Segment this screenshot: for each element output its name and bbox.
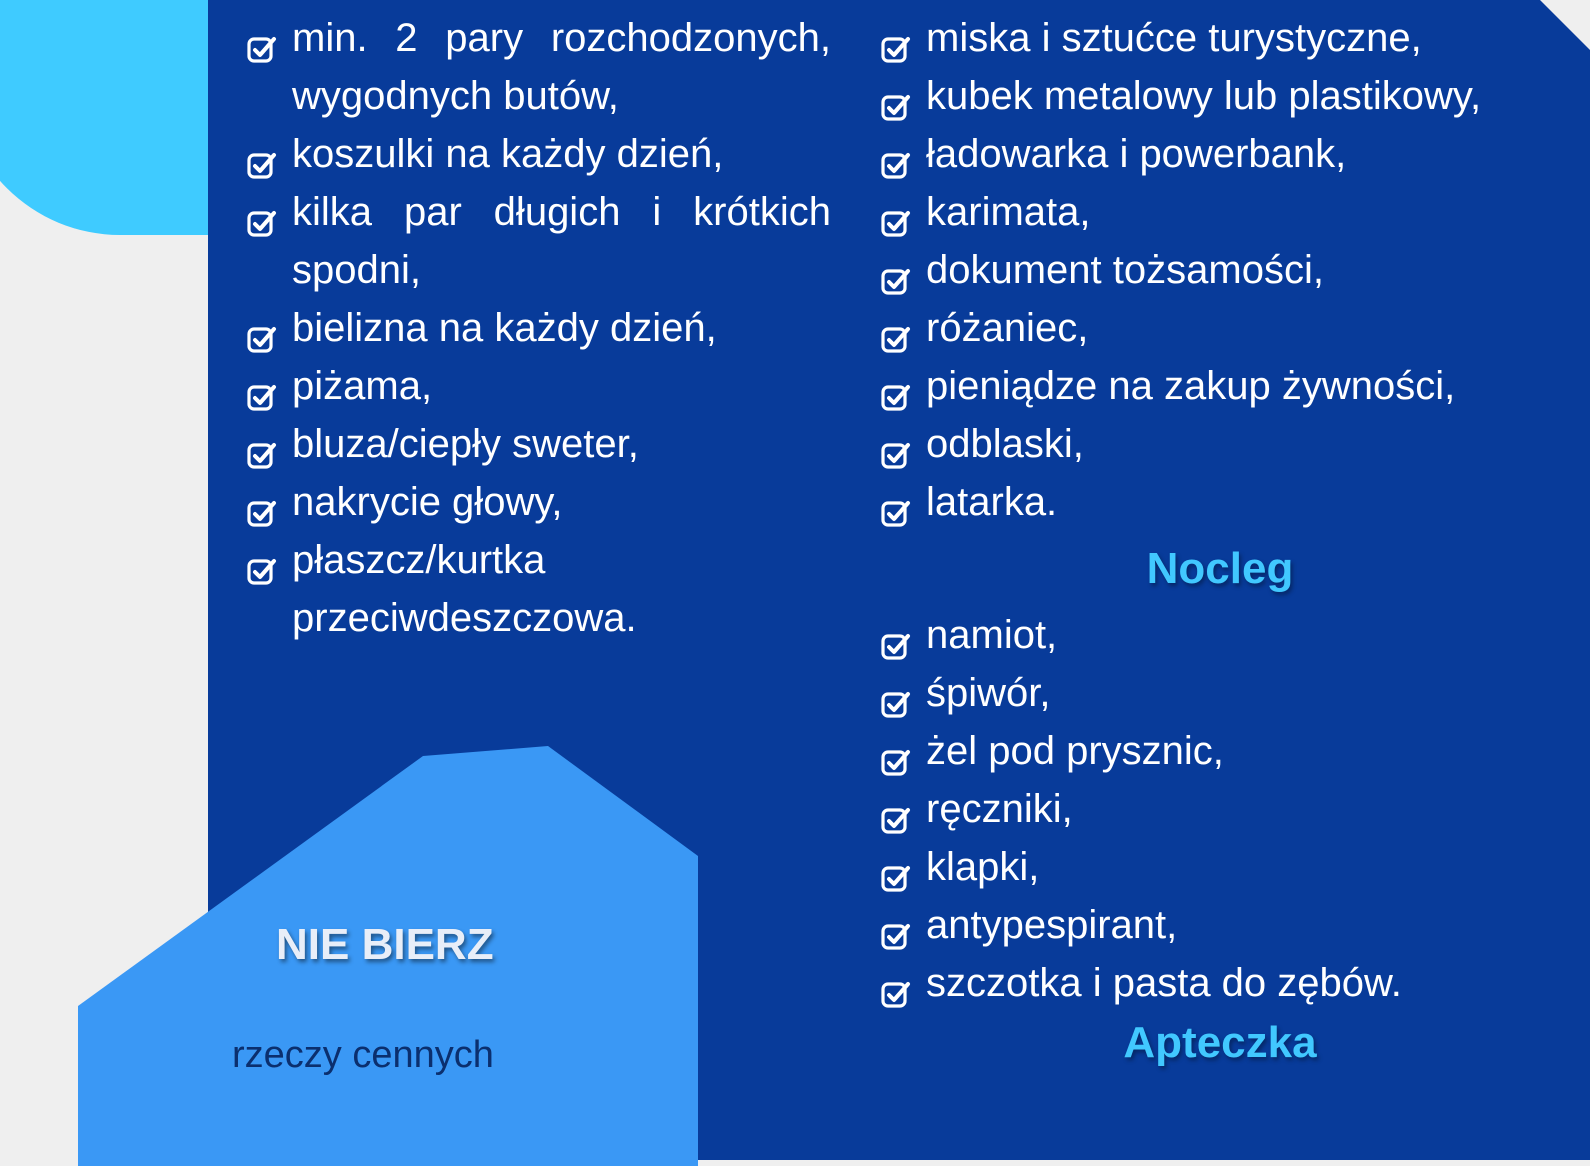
checklist-item-label: ręczniki, [926, 787, 1073, 831]
checklist-item-label: bluza/ciepły sweter, [292, 422, 639, 466]
checkbox-checked-icon [880, 256, 912, 288]
checklist-item [880, 299, 1560, 357]
checklist-item-label: pieniądze na zakup żywności, [926, 364, 1456, 408]
checklist-item-label: dokument tożsamości, [926, 248, 1324, 292]
checkbox-checked-icon [246, 314, 278, 346]
checklist-item-label: klapki, [926, 845, 1040, 889]
checkbox-checked-icon [246, 24, 278, 56]
checklist-item-label: kubek metalowy lub plastikowy, [926, 74, 1482, 118]
checklist-item-label: miska i sztućce turystyczne, [926, 16, 1422, 60]
checklist-item [880, 722, 1560, 780]
checklist-item-label: odblaski, [926, 422, 1084, 466]
checklist-item [880, 664, 1560, 722]
checklist-item-label: ładowarka i powerbank, [926, 132, 1347, 176]
checklist-item [880, 415, 1560, 473]
checklist-item-label: piżama, [292, 364, 433, 408]
nocleg-heading: Nocleg [1146, 544, 1294, 593]
checklist-item [246, 531, 831, 647]
checklist-item [246, 183, 831, 299]
checkbox-checked-icon [246, 546, 278, 578]
checklist-item [880, 183, 1560, 241]
checkbox-checked-icon [880, 140, 912, 172]
checklist-item-label: min. 2 pary rozchodzonych, wygodnych butów, [292, 16, 831, 118]
checkbox-checked-icon [880, 198, 912, 230]
checkbox-checked-icon [880, 621, 912, 653]
checklist-item-label: bielizna na każdy dzień, [292, 306, 717, 350]
checklist-item [880, 838, 1560, 896]
checklist-item-label: karimata, [926, 190, 1091, 234]
checklist-item-label: kilka par długich i krótkich spodni, [292, 190, 831, 292]
checkbox-checked-icon [246, 140, 278, 172]
checklist-item-label: nakrycie głowy, [292, 480, 563, 524]
checklist-item [880, 241, 1560, 299]
checkbox-checked-icon [880, 795, 912, 827]
checklist-item-label: płaszcz/kurtka przeciwdeszczowa. [292, 538, 637, 640]
checklist-item [246, 9, 831, 125]
checkbox-checked-icon [880, 488, 912, 520]
checklist-item [880, 357, 1560, 415]
checkbox-checked-icon [880, 430, 912, 462]
checklist-item [246, 415, 831, 473]
checklist-item [880, 9, 1560, 67]
checkbox-checked-icon [246, 430, 278, 462]
checkbox-checked-icon [246, 488, 278, 520]
checklist-item-label: latarka. [926, 480, 1058, 524]
checklist-item [880, 896, 1560, 954]
nocleg-checklist [880, 606, 1560, 1012]
checklist-item [880, 954, 1560, 1012]
checkbox-checked-icon [880, 853, 912, 885]
checklist-item [880, 67, 1560, 125]
checklist-item-label: namiot, [926, 613, 1058, 657]
checklist-item [880, 606, 1560, 664]
checklist-item [880, 125, 1560, 183]
checklist-item [880, 473, 1560, 531]
checkbox-checked-icon [880, 679, 912, 711]
checkbox-checked-icon [880, 969, 912, 1001]
checkbox-checked-icon [246, 198, 278, 230]
clothing-checklist [246, 9, 831, 647]
checklist-item-label: różaniec, [926, 306, 1089, 350]
checkbox-checked-icon [880, 911, 912, 943]
checkbox-checked-icon [880, 314, 912, 346]
checklist-item-label: antypespirant, [926, 903, 1178, 947]
equipment-checklist [880, 9, 1560, 531]
checklist-item [246, 299, 831, 357]
checkbox-checked-icon [880, 737, 912, 769]
checkbox-checked-icon [880, 372, 912, 404]
nie-bierz-text: rzeczy cennych [232, 1034, 494, 1076]
checklist-item [246, 125, 831, 183]
checkbox-checked-icon [880, 24, 912, 56]
checklist-item [246, 357, 831, 415]
checkbox-checked-icon [246, 372, 278, 404]
checklist-item-label: szczotka i pasta do zębów. [926, 961, 1402, 1005]
checklist-item [880, 780, 1560, 838]
checklist-item-label: żel pod prysznic, [926, 729, 1224, 773]
checklist-item-label: koszulki na każdy dzień, [292, 132, 724, 176]
checklist-item-label: śpiwór, [926, 671, 1051, 715]
checklist-item [246, 473, 831, 531]
apteczka-heading: Apteczka [1123, 1018, 1317, 1067]
checkbox-checked-icon [880, 82, 912, 114]
nie-bierz-heading: NIE BIERZ [276, 920, 494, 969]
